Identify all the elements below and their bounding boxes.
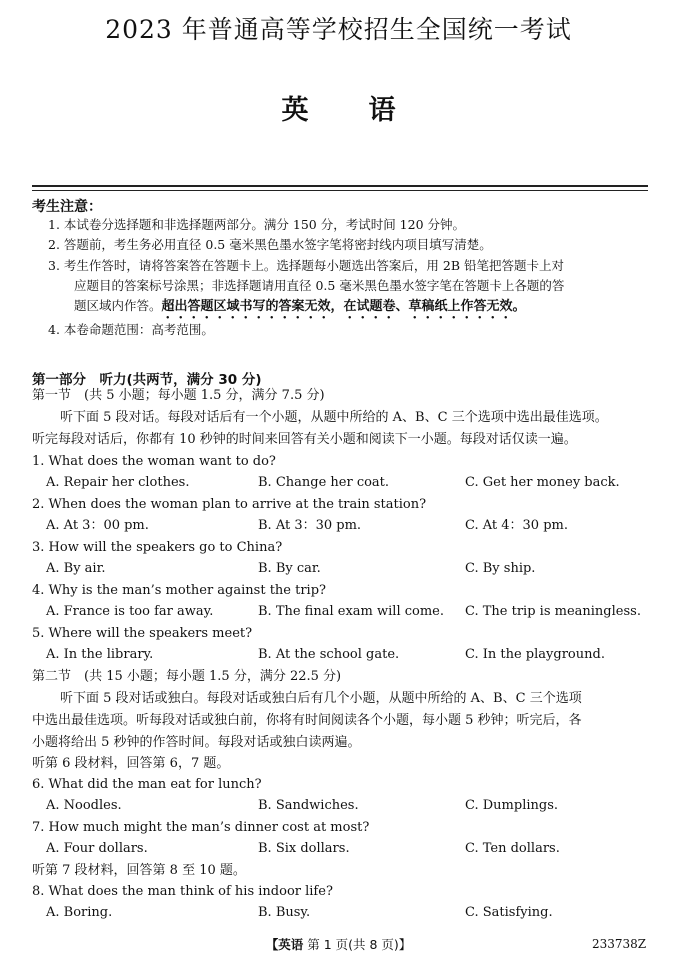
question-8-option-a: A. Boring. xyxy=(46,905,113,920)
question-4-option-a: A. France is too far away. xyxy=(46,604,214,619)
question-8-option-c: C. Satisfying. xyxy=(465,905,553,920)
notice-item-3-line-3 xyxy=(74,296,526,322)
question-3-option-b: B. By car. xyxy=(258,561,321,576)
question-6-stem: 6. What did the man eat for lunch? xyxy=(32,777,262,792)
notice-item-4: 4. 本卷命题范围：高考范围。 xyxy=(48,322,214,337)
subject-title: 英语 xyxy=(281,95,456,126)
question-5-option-b: B. At the school gate. xyxy=(258,647,400,662)
question-4-option-b: B. The final exam will come. xyxy=(258,604,444,619)
footer-subject: 【英语 xyxy=(265,937,304,952)
question-2-option-a: A. At 3：00 pm. xyxy=(46,518,149,533)
paper-code: 233738Z xyxy=(592,937,647,951)
material-7-note: 听第 7 段材料，回答第 8 至 10 题。 xyxy=(32,863,246,878)
question-7-option-c: C. Ten dollars. xyxy=(465,841,560,856)
section2-instruction-line-2: 中选出最佳选项。听每段对话或独白前，你将有时间阅读各个小题，每小题 5 秒钟；听完后，各 xyxy=(32,713,582,728)
notice-item-3-line-2: 应题目的答案标号涂黑；非选择题请用直径 0.5 毫米黑色墨水签字笔在答题卡上各题的答 xyxy=(74,278,565,293)
section1-instruction-line-2: 听完每段对话后，你都有 10 秒钟的时间来回答有关小题和阅读下一小题。每段对话仅读一遍。 xyxy=(32,432,577,447)
notice-item-3-emphasis: 超出答题区域书写的答案无效，在试题卷、草稿纸上作答无效。 xyxy=(161,299,526,314)
material-6-note: 听第 6 段材料，回答第 6，7 题。 xyxy=(32,756,230,771)
question-3-stem: 3. How will the speakers go to China? xyxy=(32,540,283,555)
question-5-option-a: A. In the library. xyxy=(46,647,154,662)
page-footer xyxy=(0,935,677,953)
question-7-stem: 7. How much might the man’s dinner cost at most? xyxy=(32,820,370,835)
question-2-stem: 2. When does the woman plan to arrive at the train station? xyxy=(32,497,427,512)
question-6-option-a: A. Noodles. xyxy=(46,798,122,813)
question-8-stem: 8. What does the man think of his indoor life? xyxy=(32,884,333,899)
exam-title: 2023 年普通高等学校招生全国统一考试 xyxy=(105,15,572,44)
section1-heading: 第一节 (共 5 小题；每小题 1.5 分，满分 7.5 分) xyxy=(32,388,325,403)
question-2-option-c: C. At 4：30 pm. xyxy=(465,518,568,533)
question-1-option-b: B. Change her coat. xyxy=(258,475,390,490)
notice-item-3-normal: 题区域内作答。 xyxy=(74,298,162,313)
notice-item-1: 1. 本试卷分选择题和非选择题两部分。满分 150 分，考试时间 120 分钟。 xyxy=(48,217,466,232)
question-7-option-b: B. Six dollars. xyxy=(258,841,350,856)
question-3-option-c: C. By ship. xyxy=(465,561,536,576)
question-4-stem: 4. Why is the man’s mother against the trip? xyxy=(32,583,326,598)
section2-instruction-line-3: 小题将给出 5 秒钟的作答时间。每段对话或独白读两遍。 xyxy=(32,735,361,750)
notice-item-3-line-1: 3. 考生作答时，请将答案答在答题卡上。选择题每小题选出答案后，用 2B 铅笔把答题卡上对 xyxy=(48,258,564,273)
question-3-option-a: A. By air. xyxy=(46,561,106,576)
question-1-stem: 1. What does the woman want to do? xyxy=(32,454,276,469)
notice-heading: 考生注意： xyxy=(32,199,102,215)
section2-heading: 第二节 (共 15 小题；每小题 1.5 分，满分 22.5 分) xyxy=(32,669,342,684)
section2-instruction-line-1: 听下面 5 段对话或独白。每段对话或独白后有几个小题，从题中所给的 A、B、C 三个选项 xyxy=(60,691,582,706)
section1-instruction-line-1: 听下面 5 段对话。每段对话后有一个小题，从题中所给的 A、B、C 三个选项中选出最佳选项。 xyxy=(60,410,608,425)
part1-heading: 第一部分 听力(共两节，满分 30 分) xyxy=(32,372,262,388)
question-1-option-c: C. Get her money back. xyxy=(465,475,620,490)
question-1-option-a: A. Repair her clothes. xyxy=(46,475,190,490)
question-6-option-b: B. Sandwiches. xyxy=(258,798,359,813)
footer-page-info: 第 1 页(共 8 页)】 xyxy=(307,937,412,952)
header-divider-thin xyxy=(32,190,648,191)
question-4-option-c: C. The trip is meaningless. xyxy=(465,604,641,619)
question-8-option-b: B. Busy. xyxy=(258,905,311,920)
question-6-option-c: C. Dumplings. xyxy=(465,798,559,813)
header-divider-thick xyxy=(32,185,648,187)
question-5-option-c: C. In the playground. xyxy=(465,647,605,662)
question-2-option-b: B. At 3：30 pm. xyxy=(258,518,362,533)
notice-item-2: 2. 答题前，考生务必用直径 0.5 毫米黑色墨水签字笔将密封线内项目填写清楚。 xyxy=(48,237,492,252)
question-5-stem: 5. Where will the speakers meet? xyxy=(32,626,253,641)
question-7-option-a: A. Four dollars. xyxy=(46,841,148,856)
